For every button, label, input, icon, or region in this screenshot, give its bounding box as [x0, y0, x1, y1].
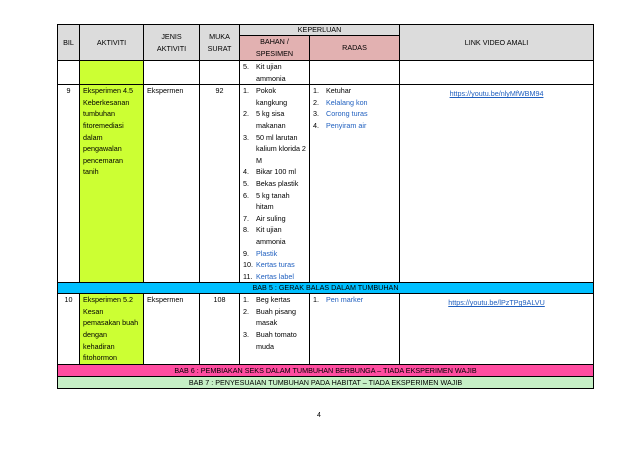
page-number: 4	[317, 412, 321, 419]
bahan-list	[243, 294, 306, 352]
header-bil: BIL	[58, 25, 80, 61]
row-bil: 10	[58, 294, 80, 365]
list-item: 11. Kertas label	[243, 271, 294, 281]
bab6-band	[58, 364, 594, 376]
list-item: 5. Bekas plastik	[243, 178, 299, 188]
header-bahan-spesimen: BAHAN / SPESIMEN	[240, 36, 310, 61]
list-item: 9. Plastik	[243, 248, 278, 258]
list-item: 2. 5 kg sisa makanan	[243, 109, 286, 130]
list-item: 1. Beg kertas	[243, 295, 291, 305]
header-aktiviti: AKTIVITI	[80, 25, 144, 61]
row-link-cell	[400, 85, 594, 283]
row-aktiviti: Eksperimen 5.2 Kesan pemasakan buah dengan kehadiran fitohormon	[80, 294, 144, 365]
list-item: 1. Pokok kangkung	[243, 86, 288, 107]
radas-list	[313, 294, 396, 306]
row-aktiviti: Eksperimen 4.5 Keberkesanan tumbuhan fitoremediasi dalam pengawalan pencemaran tanih	[80, 85, 144, 283]
row-link-cell	[400, 294, 594, 365]
requirements-table	[57, 24, 594, 389]
bahan-continuation	[240, 61, 310, 85]
table-row	[58, 85, 594, 283]
radas-list	[313, 85, 396, 131]
row-muka-surat: 108	[200, 294, 240, 365]
row-jenis: Ekspermen	[144, 294, 200, 365]
row-jenis: Ekspermen	[144, 85, 200, 283]
header-radas: RADAS	[310, 36, 400, 61]
header-keperluan: KEPERLUAN	[240, 25, 400, 36]
list-item: 1. Pen marker	[313, 295, 364, 305]
bahan-list	[243, 61, 306, 84]
row-bil: 9	[58, 85, 80, 283]
row-radas	[310, 85, 400, 283]
bab5-heading: BAB 5 : GERAK BALAS DALAM TUMBUHAN	[58, 283, 594, 294]
list-item: 7. Air suling	[243, 213, 286, 223]
list-item: 3. 50 ml larutan kalium klorida 2 M	[243, 132, 306, 165]
bahan-list	[243, 85, 306, 282]
list-item: 5. Kit ujian ammonia	[243, 62, 286, 83]
bab5-band	[58, 283, 594, 294]
header-link-video: LINK VIDEO AMALI	[400, 25, 594, 61]
table-row	[58, 294, 594, 365]
aktiviti-continuation	[80, 61, 144, 85]
bab7-band	[58, 376, 594, 388]
list-item: 4. Bikar 100 ml	[243, 167, 296, 177]
header-jenis-aktiviti: JENIS AKTIVITI	[144, 25, 200, 61]
row-bahan	[240, 85, 310, 283]
video-link[interactable]: https://youtu.be/nlyMfWBM94	[449, 89, 544, 99]
list-item: 4. Penyiram air	[313, 120, 367, 130]
list-item: 3. Corong turas	[313, 109, 368, 119]
bab6-heading: BAB 6 : PEMBIAKAN SEKS DALAM TUMBUHAN BERBUNGA – TIADA EKSPERIMEN WAJIB	[58, 364, 594, 376]
row-muka-surat: 92	[200, 85, 240, 283]
list-item: 2. Buah pisang masak	[243, 306, 296, 328]
list-item: 1. Ketuhar	[313, 86, 352, 96]
row-bahan	[240, 294, 310, 365]
row-radas	[310, 294, 400, 365]
header-muka-surat: MUKA SURAT	[200, 25, 240, 61]
list-item: 2. Kelalang kon	[313, 97, 368, 107]
bab7-heading: BAB 7 : PENYESUAIAN TUMBUHAN PADA HABITAT – TIADA EKSPERIMEN WAJIB	[58, 376, 594, 388]
list-item: 8. Kit ujian ammonia	[243, 225, 286, 246]
list-item: 6. 5 kg tanah hitam	[243, 190, 290, 212]
header-row-1	[58, 25, 594, 36]
video-link[interactable]: https://youtu.be/lPzTPg9ALVU	[448, 298, 545, 308]
list-item: 3. Buah tomato muda	[243, 330, 297, 351]
list-item: 10. Kertas turas	[243, 260, 295, 270]
continuation-row	[58, 61, 594, 85]
